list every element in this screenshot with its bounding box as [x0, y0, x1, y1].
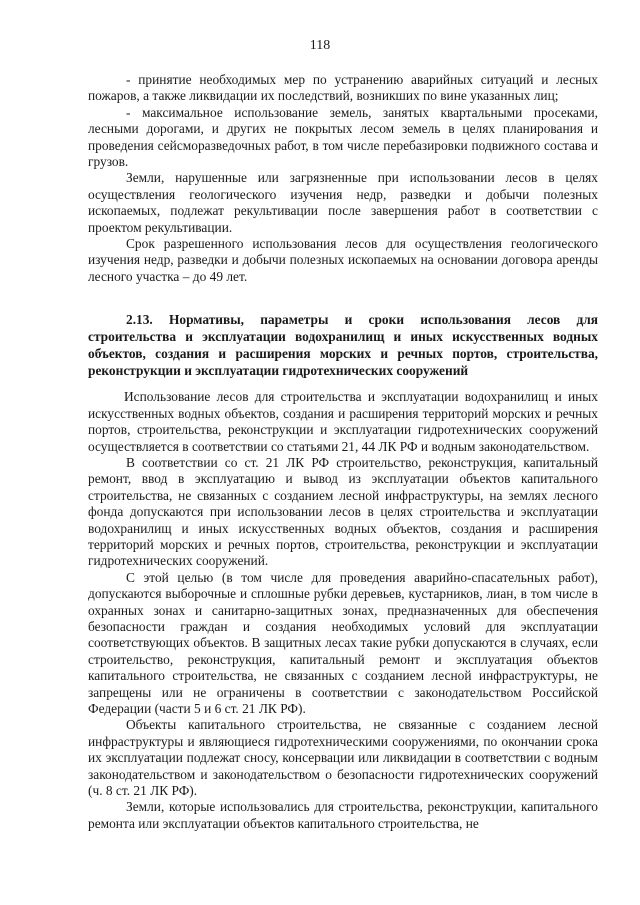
paragraph-seismic-exploration: - максимальное использование земель, занятых квартальными просеками, лесными дорогами, и других не покрытых лесом земель в целях планирования и проведения сейсморазведочных работ, в том числе перебазировки подвижного состава и грузов. — [88, 104, 598, 170]
paragraph-usage-term: Срок разрешенного использования лесов для осуществления геологического изучения недр, разведки и добычи полезных ископаемых на основании договора аренды лесного участка – до 49 лет. — [88, 236, 598, 284]
page-number: 118 — [309, 38, 331, 53]
section-heading: 2.13. Нормативы, параметры и сроки использования лесов для строительства и эксплуатации водохранилищ и иных искусственных водных объектов, создания и расширения морских и речных портов, строительства, реконструкции и эксплуатации гидротехнических сооружений — [88, 312, 598, 379]
paragraph-article-21: В соответствии со ст. 21 ЛК РФ строительство, реконструкция, капитальный ремонт, ввод в эксплуатацию и вывод из эксплуатации объектов капитального строительства, не связанных с созданием лесной инфраструктуры, на землях лесного фонда допускаются при использовании лесов в целях строительства и эксплуатации водохранилищ и иных искусственных водных объектов, создания и расширения территорий морских и речных портов, строительства, реконструкции и эксплуатации гидротехнических сооружений. — [88, 454, 598, 569]
paragraph-logging-permissions: С этой целью (в том числе для проведения аварийно-спасательных работ), допускаются выборочные и сплошные рубки деревьев, кустарников, лиан, в том числе в охранных зонах и санитарно-защитных зонах, предназначенных для обеспечения безопасности граждан и создания необходимых условий для эксплуатации соответствующих объектов. В защитных лесах такие рубки допускаются в случаях, если строительство, реконструкция, капитальный ремонт и эксплуатация объектов капитального строительства, не связанных с созданием лесной инфраструктуры, не запрещены или не ограничены в соответствии с законодательством Российской Федерации (части 5 и 6 ст. 21 ЛК РФ). — [88, 569, 598, 716]
paragraph-usage-basis: Использование лесов для строительства и эксплуатации водохранилищ и иных искусственных водных объектов, создания и расширения территорий морских и речных портов, строительства, реконструкции и эксплуатации гидротехнических сооружений осуществляется в соответствии со статьями 21, 44 ЛК РФ и водным законодательством. — [88, 389, 598, 454]
paragraph-land-reclamation: Земли, нарушенные или загрязненные при использовании лесов в целях осуществления геологического изучения недр, разведки и добычи полезных ископаемых, подлежат рекультивации после завершения работ в соответствии с проектом рекультивации. — [88, 170, 598, 235]
paragraph-land-continuation: Земли, которые использовались для строительства, реконструкции, капитального ремонта или эксплуатации объектов капитального строительства, не — [88, 799, 598, 831]
paragraph-decommissioning: Объекты капитального строительства, не связанные с созданием лесной инфраструктуры и являющиеся гидротехническими сооружениями, по окончании срока их эксплуатации подлежат сносу, консервации или ликвидации в соответствии с водным законодательством и законодательством о безопасности гидротехнических сооружений (ч. 8 ст. 21 ЛК РФ). — [88, 717, 598, 799]
page-body — [88, 72, 598, 832]
paragraph-emergency-measures: - принятие необходимых мер по устранению аварийных ситуаций и лесных пожаров, а также ликвидации их последствий, возникших по вине указанных лиц; — [88, 72, 598, 104]
